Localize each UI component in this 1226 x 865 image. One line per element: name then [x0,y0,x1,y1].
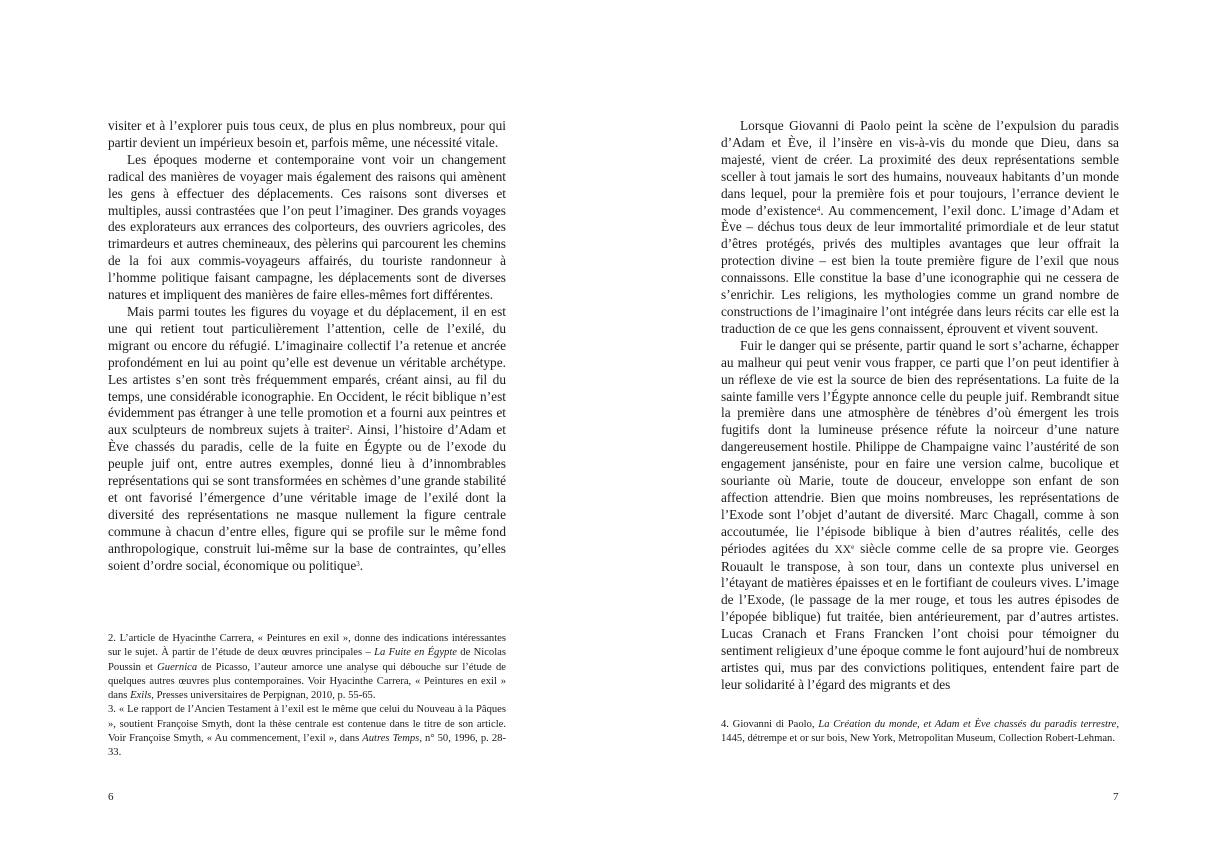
footnote-4 [721,718,1119,747]
text-run: 4. Giovanni di Paolo, [721,719,819,730]
text-run: . [359,557,364,573]
text-run: . Au commencement, l’exil donc. L’image d’Adam et Ève – déchus tous deux de leur immortalité primordiale et de leur statut d’êtres protégés, privés des multiples avantages que leur offrait la protection divine – est bien la toute première figure de l’exil que nous connaissons. Elle constitue la base d’une iconographie qui ne cessera de s’enrichir. Les religions, les mythologies comme un grand nombre de constructions de l’imaginaire l’ont intégrée dans leurs récits car elle est la traduction de ce que les gens connaissent, éprouvent et vivent souvent. [721,202,1119,336]
text-run: . Ainsi, l’histoire d’Adam et Ève chassés du paradis, celle de la fuite en Égypte ou de l’exode du peuple juif ont, entre autres exemples, donné lieu à d’innombrables représentations qui se sont transformées en schèmes d’une grande stabilité et ont favorisé l’émergence d’une véritable image de l’exilé dont la diversité des représentations ne masque nullement la figure centrale commune à chacun d’entre elles, figure qui se profile sur le même fond anthropologique, construit lui-même sur la base de contraintes, qu’elles soient d’ordre social, économique ou politique [108,422,506,573]
ordinal-suffix: e [851,542,855,551]
right-page [613,0,1226,865]
italic-title: La Création du monde, et Adam et Ève chassés du paradis terrestre [818,719,1117,730]
italic-title: Autres Temps [362,733,420,745]
paragraph [108,304,506,575]
left-body-text [108,118,506,574]
paragraph [721,118,1119,338]
text-run: Lorsque Giovanni di Paolo peint la scène de l’expulsion du paradis d’Adam et Ève, il l’insère en vis-à-vis du monde que Dieu, dans sa majesté, vient de créer. La proximité des deux représentations semble sceller à tout jamais le sort des humains, nouveaux habitants d’un monde dans lequel, pour la première fois et pour toujours, l’errance devient le mode d’existence [721,118,1119,218]
italic-title: Exils [130,690,152,702]
text-run: Mais parmi toutes les figures du voyage et du déplacement, il en est une qui retient tout particulièrement l’attention, celle de l’exilé, du migrant ou encore du réfugié. L’imaginaire collectif l’a retenue et ancrée profondément en lui au point qu’elle est devenue un véritable archétype. Les artistes s’en sont très fréquemment emparés, créant ainsi, au fil du temps, une considérable iconographie. En Occident, le récit biblique n’est évidemment pas étranger à une telle promotion et a fourni aux peintres et aux sculpteurs de nombreux sujets à traiter [108,303,506,438]
footnote-3 [108,703,506,760]
paragraph: Les époques moderne et contemporaine vont voir un changement radical des manières de voyager mais également des raisons qui amènent les gens à effectuer des déplacements. Ces raisons sont diverses et multiples, aussi contrastées que l’on peut l’imaginer. Des grands voyages des explorateurs aux errances des colporteurs, des ouvriers agricoles, des trimardeurs et autres chemineaux, des pèlerins qui parcourent les chemins de la foi aux commis-voyageurs affairés, du touriste randonneur à l’homme politique faisant campagne, les déplacements sont de diverses natures et impliquent des manières de faire elles-mêmes fort différentes. [108,151,506,303]
italic-title: La Fuite en Égypte [374,647,457,659]
text-run: siècle comme celle de sa propre vie. Georges Rouault le transpose, à son tour, dans un contexte plus universel en l’étayant de matières épaisses et en le fortifiant de couleurs vives. L’image de l’Exode, (le passage de la mer rouge, et tous les autres épisodes de l’épopée biblique) fut traitée, bien antérieurement, par d’autres artistes. Lucas Cranach et Frans Francken l’ont choisi pour témoigner du sentiment religieux d’une époque comme le font aujourd’hui de nombreux artistes qui, mus par des convictions politiques, entendent faire part de leur solidarité à l’égard des migrants et des [721,540,1119,692]
page-number-right: 7 [1113,791,1119,803]
left-footnotes [108,632,506,761]
text-run: 2. L’article de Hyacinthe Carrera, « Peintures en exil », donne des indications intéressantes sur le sujet. À partir de l’étude de deux œuvres principales – [108,633,506,659]
paragraph [721,338,1119,694]
century-numeral: XX [834,543,852,556]
text-run: 3. « Le rapport de l’Ancien Testament à l’exil est le même que celui du Nouveau à la Pâques », soutient Françoise Smyth, dont la thèse centrale est contenue dans le titre de son article. Voir Françoise Smyth, « Au commencement, l’exil », dans [108,704,506,745]
italic-title: Guernica [157,661,198,673]
text-run: de Nicolas Poussin et [108,647,506,673]
page-number-left: 6 [108,791,114,803]
right-body-text [721,118,1119,694]
footnote-2 [108,632,506,703]
text-run: Fuir le danger qui se présente, partir quand le sort s’acharne, échapper au malheur qui peut venir vous frapper, ce parti que l’on peut identifier à un réflexe de vie est la source de bien des représentations. La fuite de la sainte famille vers l’Égypte annonce celle du peuple juif. Rembrandt situe la première dans une atmosphère de ténèbres d’où émergent les trois fugitifs dont la lumineuse présence réfute la noirceur d’une nature dangereusement hostile. Philippe de Champaigne vainc l’austérité de son engagement janséniste, pour en faire une version calme, bucolique et souriante où Marie, toute de douceur, enveloppe son enfant de son affection attendrie. Bien que moins nombreuses, les représentations de l’Exode sont l’objet d’autant de diversité. Marc Chagall, comme à son accoutumée, lie l’épisode biblique à bien d’autres réalités, celle des périodes agitées du [721,337,1119,556]
text-run: de Picasso, l’auteur amorce une analyse qui débouche sur l’étude de quelques autres œuvres plus contemporaines. Voir Hyacinthe Carrera, « Peintures en exil » dans [108,661,506,702]
text-run: , Presses universitaires de Perpignan, 2010, p. 55-65. [151,690,376,702]
footnote-ref[interactable]: 3 [356,559,360,568]
footnote-ref[interactable]: 2 [346,424,350,433]
text-run: , n° 50, 1996, p. 28-33. [108,733,506,759]
right-footnotes [721,718,1119,747]
footnote-ref[interactable]: 4 [816,204,821,213]
text-run: , 1445, détrempe et or sur bois, New York, Metropolitan Museum, Collection Robert-Lehman. [721,719,1119,745]
paragraph: visiter et à l’explorer puis tous ceux, de plus en plus nombreux, pour qui partir devient un impérieux besoin et, parfois même, une nécessité vitale. [108,118,506,150]
